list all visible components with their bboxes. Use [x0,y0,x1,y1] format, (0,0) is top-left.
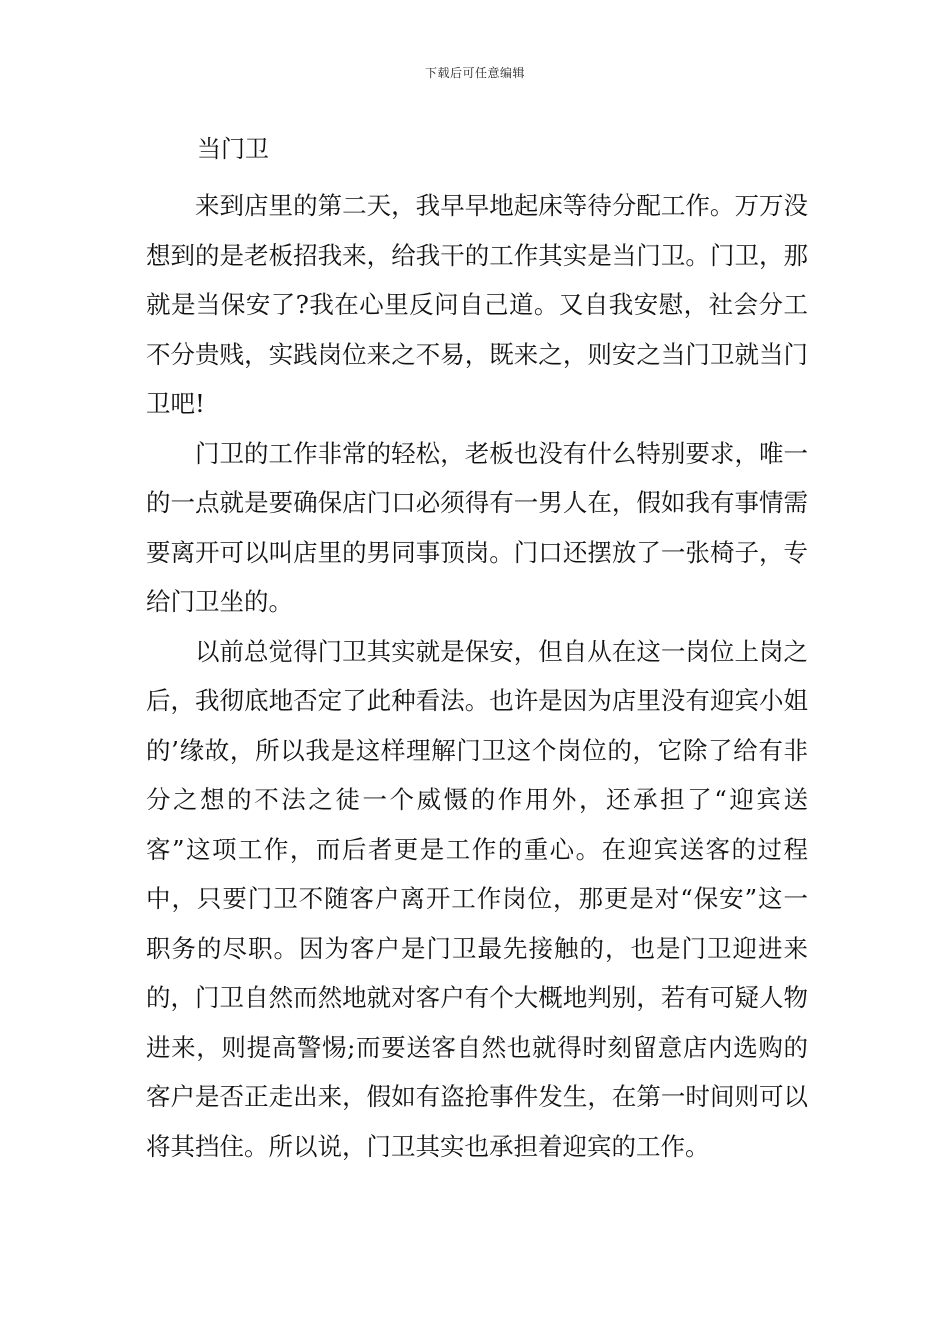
paragraph-1: 来到店里的第二天，我早早地起床等待分配工作。万万没想到的是老板招我来，给我干的工作其实是当门卫。门卫，那就是当保安了?我在心里反问自己道。又自我安慰，社会分工不分贵贱，实践岗位来之不易，既来之，则安之当门卫就当门卫吧! [146,191,808,418]
document-body [146,181,808,1171]
document-title: 当门卫 [197,135,269,163]
paragraph-2: 门卫的工作非常的轻松，老板也没有什么特别要求，唯一的一点就是要确保店门口必须得有一男人在，假如我有事情需要离开可以叫店里的男同事顶岗。门口还摆放了一张椅子，专给门卫坐的。 [146,438,808,616]
page-header-note: 下载后可任意编辑 [424,66,525,80]
paragraph-3: 以前总觉得门卫其实就是保安，但自从在这一岗位上岗之后，我彻底地否定了此种看法。也许是因为店里没有迎宾小姐的’缘故，所以我是这样理解门卫这个岗位的，它除了给有非分之想的不法之徒一个威慑的作用外，还承担了“迎宾送客”这项工作，而后者更是工作的重心。在迎宾送客的过程中，只要门卫不随客户离开工作岗位，那更是对“保安”这一职务的尽职。因为客户是门卫最先接触的，也是门卫迎进来的，门卫自然而然地就对客户有个大概地判别，若有可疑人物进来，则提高警惕;而要送客自然也就得时刻留意店内选购的客户是否正走出来，假如有盗抢事件发生，在第一时间则可以将其挡住。所以说，门卫其实也承担着迎宾的工作。 [146,636,808,1161]
